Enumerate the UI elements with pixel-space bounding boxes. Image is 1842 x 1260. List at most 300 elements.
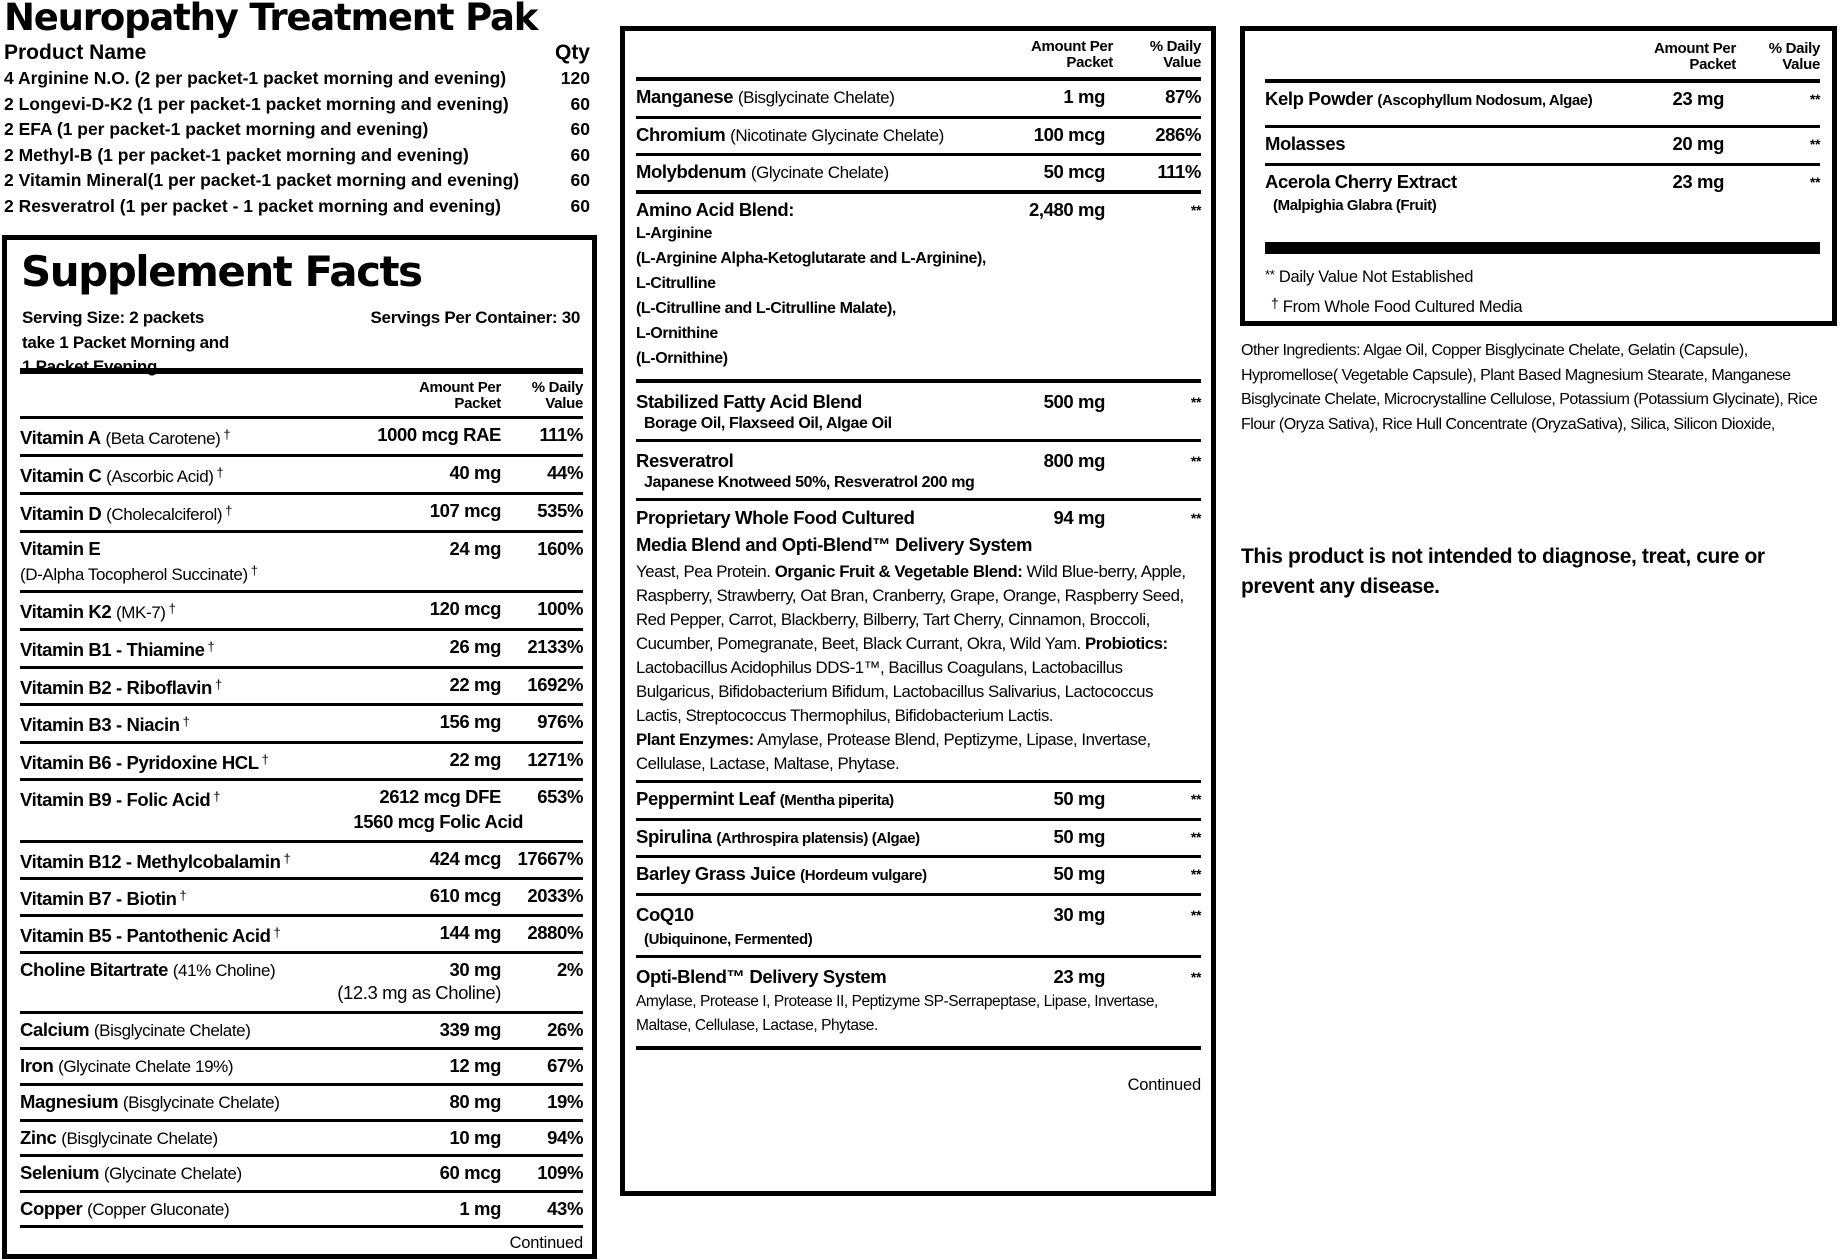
nutrient-name-cell — [636, 86, 995, 109]
daily-value: 43% — [547, 1198, 583, 1219]
proprietary-blend-header — [636, 507, 1201, 529]
nutrient-source: (MK-7) — [116, 603, 166, 622]
servings-per-container: Servings Per Container: 30 — [370, 308, 580, 327]
nutrient-line — [20, 1019, 583, 1042]
col-dv-header — [1139, 39, 1201, 71]
nutrient-name-cell — [20, 538, 351, 586]
nutrient-line — [20, 1198, 583, 1221]
nutrient-name: Vitamin E — [20, 538, 101, 559]
dagger-mark: † — [179, 888, 187, 903]
nutrient-source: (Bisglycinate Chelate) — [122, 1093, 280, 1112]
ingredient-source: (Hordeum vulgare) — [800, 867, 927, 884]
nutrient-line — [20, 424, 583, 450]
nutrient-line — [1265, 133, 1820, 155]
nutrient-name: Calcium — [20, 1019, 90, 1040]
blend-text: Yeast, Pea Protein. — [636, 562, 775, 581]
daily-value: 286% — [1155, 124, 1201, 145]
facts-table — [1265, 37, 1820, 320]
nutrient-name: Vitamin A — [20, 427, 101, 448]
pak-item-qty: 60 — [570, 119, 590, 140]
daily-value: 44% — [547, 462, 583, 483]
pak-list-header — [4, 40, 590, 66]
nutrient-name: Manganese — [636, 86, 734, 107]
optiblend-description: Amylase, Protease I, Protease II, Peptizyme SP-Serrapeptase, Lipase, Invertase, Maltase, Cellulase, Lactase, Phytase. — [636, 993, 1158, 1034]
daily-value: ** — [1190, 907, 1201, 923]
nutrient-name: Vitamin B5 - Pantothenic Acid — [20, 925, 271, 946]
daily-value: 111% — [1157, 161, 1201, 182]
nutrient-name-cell — [20, 922, 351, 947]
nutrient-name-cell — [20, 786, 351, 811]
daily-value: ** — [1190, 453, 1201, 469]
amount: 50 mg — [1053, 788, 1105, 809]
nutrient-name: Vitamin D — [20, 503, 102, 524]
amount-secondary-line — [20, 982, 583, 1004]
col-amount-line: Amount Per — [418, 379, 501, 396]
nutrient-row — [20, 1193, 583, 1228]
col-dv-line: % Daily — [1768, 40, 1820, 57]
col-amount-line: Amount Per — [1653, 40, 1736, 57]
nutrient-name: Magnesium — [20, 1091, 119, 1112]
nutrient-name-cell — [636, 124, 995, 147]
dagger-mark: † — [273, 925, 281, 940]
col-amount-line: Amount Per — [1030, 38, 1113, 55]
dagger-mark: † — [223, 427, 231, 442]
serving-size-line: 1 Packet Evening — [22, 357, 158, 376]
amino-acid-line: (L-Citrulline and L-Citrulline Malate), — [636, 300, 896, 317]
facts-table — [20, 368, 583, 1253]
amount: 40 mg — [449, 462, 501, 483]
daily-value: ** — [1190, 969, 1201, 985]
daily-value: 1271% — [527, 749, 583, 770]
dagger-mark: † — [225, 503, 233, 518]
amount: 12 mg — [449, 1055, 501, 1076]
supplement-facts-panel-3 — [1240, 26, 1837, 326]
nutrient-line — [636, 86, 1201, 109]
pak-item — [4, 143, 590, 169]
amount: 144 mg — [439, 922, 501, 943]
pak-item-name: 2 Longevi-D-K2 (1 per packet-1 packet morning and evening) — [4, 93, 509, 114]
col-dv-header — [515, 380, 583, 412]
nutrient-row — [20, 631, 583, 669]
mineral-rows — [20, 1014, 583, 1228]
nutrient-name: Selenium — [20, 1162, 100, 1183]
amount: 1 mg — [459, 1198, 501, 1219]
coq10-row — [636, 896, 1201, 958]
nutrient-name-cell — [20, 1198, 351, 1221]
amount: 60 mcg — [439, 1162, 501, 1183]
ingredient-source: (Ascophyllum Nodosum, Algae) — [1377, 92, 1593, 109]
nutrient-name-cell — [1265, 88, 1624, 112]
nutrient-name: Vitamin B2 - Riboflavin — [20, 677, 212, 698]
nutrient-name-cell — [20, 959, 351, 982]
blend-label-enzymes: Plant Enzymes: — [636, 730, 754, 749]
footnote-text: From Whole Food Cultured Media — [1282, 298, 1523, 316]
nutrient-name: Vitamin B6 - Pyridoxine HCL — [20, 752, 259, 773]
ingredient-source: (Malpighia Glabra (Fruit) — [1273, 197, 1437, 214]
amino-acid-line: L-Ornithine — [636, 325, 718, 342]
nutrient-source: (Bisglycinate Chelate) — [61, 1129, 218, 1148]
ingredient-row — [636, 783, 1201, 821]
vitamin-rows — [20, 419, 583, 1014]
continued-label: Continued — [509, 1234, 583, 1252]
nutrient-line — [20, 786, 583, 811]
nutrient-line — [20, 636, 583, 661]
daily-value: 111% — [539, 424, 583, 445]
nutrient-row — [20, 1122, 583, 1157]
daily-value: 17667% — [517, 848, 583, 869]
ingredient-row — [1265, 83, 1820, 128]
ingredient-row — [636, 858, 1201, 896]
amino-acid-line: (L-Arginine Alpha-Ketoglutarate and L-Arginine), — [636, 250, 986, 267]
column-header — [1265, 37, 1820, 83]
nutrient-source: (Glycinate Chelate) — [750, 163, 889, 182]
nutrient-name: Vitamin B9 - Folic Acid — [20, 789, 211, 810]
nutrient-name: Vitamin C — [20, 465, 102, 486]
facts-table — [636, 37, 1201, 1095]
nutrient-line — [636, 788, 1201, 812]
dagger-mark: † — [216, 465, 224, 480]
amount: 2612 mcg DFE — [379, 786, 501, 807]
amount: 30 mg — [1053, 904, 1105, 925]
supplement-facts-panel-2 — [620, 26, 1216, 1196]
pak-item — [4, 66, 590, 92]
nutrient-line — [636, 161, 1201, 184]
nutrient-row — [20, 744, 583, 781]
ingredient-cell — [636, 391, 995, 435]
nutrient-line — [20, 500, 583, 526]
dagger-mark: † — [261, 752, 269, 767]
amount: 23 mg — [1672, 171, 1724, 192]
nutrient-name: Iron — [20, 1055, 54, 1076]
supplement-facts-panel-1 — [2, 235, 597, 1259]
ingredient-source: (Arthrospira platensis) (Algae) — [716, 830, 920, 847]
nutrient-row — [20, 1014, 583, 1050]
daily-value: 2033% — [527, 885, 583, 906]
nutrient-row — [20, 457, 583, 495]
blend-text-fruit: Wild Blue-berry, Apple, Raspberry, Strawberry, Oat Bran, Cranberry, Grape, Orange, Raspberry Seed, Red Pepper, Carrot, Blackberry, Bilberry, Tart Cherry, Cinnamon, Broccoli, Cucumber, Pomegranate, Beet, Black Currant, Okra, Wild Yam. — [636, 562, 1186, 653]
nutrient-row — [20, 706, 583, 744]
nutrient-name: Choline Bitartrate — [20, 959, 169, 980]
amount: 80 mg — [449, 1091, 501, 1112]
nutrient-source: (Ascorbic Acid) — [106, 467, 214, 486]
amount-secondary: 1560 mcg Folic Acid — [353, 811, 523, 832]
nutrient-row — [20, 1086, 583, 1122]
amount: 23 mg — [1053, 966, 1105, 987]
column-header — [636, 37, 1201, 81]
nutrient-source: (Glycinate Chelate) — [103, 1164, 242, 1183]
nutrient-row — [20, 533, 583, 593]
pak-item-qty: 60 — [570, 93, 590, 114]
pak-item-qty: 60 — [570, 170, 590, 191]
nutrient-line — [1265, 171, 1820, 217]
col-amount-header — [419, 380, 501, 412]
footnote-whole-food — [1265, 290, 1820, 320]
col-amount-line: Packet — [1689, 56, 1736, 73]
nutrient-source: (Beta Carotene) — [105, 429, 221, 448]
ingredient-name: Stabilized Fatty Acid Blend — [636, 391, 862, 412]
dagger-mark: † — [250, 563, 258, 578]
amount: 500 mg — [1043, 391, 1105, 412]
nutrient-name-cell — [20, 1127, 351, 1150]
ingredient-source: (Mentha piperita) — [779, 792, 894, 809]
nutrient-line — [20, 1162, 583, 1185]
col-qty: Qty — [554, 41, 590, 64]
ingredient-name: Acerola Cherry Extract — [1265, 171, 1457, 192]
nutrient-row — [20, 593, 583, 631]
nutrient-line — [20, 711, 583, 736]
daily-value: 2% — [557, 959, 583, 980]
nutrient-row — [20, 495, 583, 533]
daily-value: ** — [1190, 394, 1201, 410]
amino-acid-line: (L-Ornithine) — [636, 350, 728, 367]
nutrient-name-cell — [20, 1162, 351, 1185]
daily-value: 87% — [1165, 86, 1201, 107]
ingredient-row — [1265, 128, 1820, 166]
nutrient-row — [20, 954, 583, 1014]
amino-acid-blend-row — [636, 194, 1201, 383]
herb-rows — [636, 783, 1201, 896]
nutrient-line — [636, 124, 1201, 147]
nutrient-line — [1265, 88, 1820, 112]
col-dv-line: % Daily — [1149, 38, 1201, 55]
nutrient-name-cell — [20, 424, 351, 450]
other-ingredients: Other Ingredients: Algae Oil, Copper Bisglycinate Chelate, Gelatin (Capsule), Hypromellose( Vegetable Capsule), Plant Based Magnesium Stearate, Manganese Bisglycinate Chelate, Microcrystalline Cellulose, Potassium (Potassium Glycinate), Rice Flour (Oryza Sativa), Rice Hull Concentrate (OryzaSativa), Silica, Silicon Dioxide, — [1241, 342, 1818, 433]
daily-value: ** — [1809, 91, 1820, 107]
daily-value: ** — [1190, 866, 1201, 882]
nutrient-row — [636, 119, 1201, 156]
optiblend-header — [636, 966, 1201, 988]
nutrient-name-cell — [20, 636, 351, 661]
nutrient-line — [20, 1127, 583, 1150]
daily-value: ** — [1809, 174, 1820, 190]
daily-value: 1692% — [527, 674, 583, 695]
nutrient-line — [20, 674, 583, 699]
nutrient-name-cell — [20, 885, 351, 910]
daily-value: 653% — [537, 786, 583, 807]
daily-value: 535% — [537, 500, 583, 521]
nutrient-source-line — [20, 560, 351, 586]
nutrient-source: (41% Choline) — [172, 961, 276, 980]
pak-item — [4, 92, 590, 118]
ingredient-name-line2: Media Blend and Opti-Blend™ Delivery System — [636, 534, 1033, 555]
amount: 26 mg — [449, 636, 501, 657]
nutrient-line — [20, 598, 583, 624]
ingredient-name: CoQ10 — [636, 904, 694, 925]
amount: 1000 mcg RAE — [377, 424, 501, 445]
daily-value: ** — [1190, 791, 1201, 807]
pak-item-name: 2 EFA (1 per packet-1 packet morning and evening) — [4, 119, 429, 140]
amount: 94 mg — [1053, 507, 1105, 528]
footnotes — [1265, 254, 1820, 320]
nutrient-name-cell — [20, 848, 351, 873]
amino-acid-line: L-Citrulline — [636, 275, 716, 292]
blend-text-enzymes: Amylase, Protease Blend, Peptizyme, Lipase, Invertase, Cellulase, Lactase, Maltase, Phytase. — [636, 730, 1151, 773]
amount: 22 mg — [449, 749, 501, 770]
footnote-mark: † — [1271, 295, 1279, 311]
col-amount-line: Packet — [1066, 54, 1113, 71]
nutrient-name-cell — [636, 863, 995, 887]
nutrient-row — [20, 880, 583, 917]
nutrient-row — [20, 781, 583, 843]
nutrient-line — [20, 848, 583, 873]
nutrient-line — [20, 462, 583, 488]
serving-size-line: Serving Size: 2 packets — [22, 308, 205, 327]
amount: 156 mg — [439, 711, 501, 732]
continued-label: Continued — [1127, 1076, 1201, 1094]
dagger-mark: † — [168, 601, 176, 616]
amount-secondary-line — [20, 811, 583, 833]
amino-acid-blend-cell — [636, 199, 995, 371]
nutrient-line — [20, 885, 583, 910]
nutrient-row — [20, 669, 583, 706]
nutrient-line — [636, 826, 1201, 850]
blend-label-probiotics: Probiotics: — [1084, 634, 1168, 653]
nutrient-row — [20, 843, 583, 880]
nutrient-name-cell — [20, 1019, 351, 1042]
fatty-acid-blend-row — [636, 383, 1201, 442]
nutrient-name: Vitamin B1 - Thiamine — [20, 639, 205, 660]
optiblend-row — [636, 958, 1201, 1050]
amount: 10 mg — [449, 1127, 501, 1148]
nutrient-line — [20, 922, 583, 947]
amount: 30 mg — [449, 959, 501, 980]
ingredient-sub: Japanese Knotweed 50%, Resveratrol 200 mg — [644, 474, 975, 491]
nutrient-name: Copper — [20, 1198, 83, 1219]
amount: 2,480 mg — [1029, 199, 1105, 220]
nutrient-name-cell — [20, 500, 351, 526]
blend-text-probiotics: Lactobacillus Acidophilus DDS-1™, Bacillus Coagulans, Lactobacillus Bulgaricus, Bifidobacterium Bifidum, Lactobacillus Salivarius, Lactococcus Lactis, Streptococcus Thermophilus, Bifidobacterium Lactis. — [636, 658, 1154, 725]
pak-item-name: 2 Resveratrol (1 per packet - 1 packet morning and evening) — [4, 195, 501, 216]
daily-value: 109% — [537, 1162, 583, 1183]
amount: 800 mg — [1043, 450, 1105, 471]
nutrient-name-cell — [20, 462, 351, 488]
footnote-dv-not-established — [1265, 262, 1820, 290]
nutrient-name-cell — [636, 788, 995, 812]
blend-label-fruit: Organic Fruit & Vegetable Blend: — [774, 562, 1023, 581]
nutrient-source: (D-Alpha Tocopherol Succinate) — [20, 565, 248, 584]
daily-value: 19% — [547, 1091, 583, 1112]
nutrient-name: Chromium — [636, 124, 726, 145]
column-header — [20, 374, 583, 419]
nutrient-name: Zinc — [20, 1127, 57, 1148]
col-dv-line: Value — [1163, 54, 1201, 71]
ingredient-cell — [636, 904, 995, 951]
thick-divider — [1265, 242, 1820, 254]
nutrient-name: Vitamin B3 - Niacin — [20, 714, 180, 735]
ingredient-sub: Borage Oil, Flaxseed Oil, Algae Oil — [644, 415, 892, 432]
amount-secondary: (12.3 mg as Choline) — [337, 982, 501, 1003]
footnote-text: Daily Value Not Established — [1278, 268, 1474, 286]
amount: 20 mg — [1672, 133, 1724, 154]
nutrient-row — [636, 81, 1201, 119]
disclaimer: This product is not intended to diagnose, treat, cure or prevent any disease. — [1241, 545, 1765, 598]
col-product-name: Product Name — [4, 41, 147, 64]
col-dv-line: Value — [1782, 56, 1820, 73]
proprietary-blend-row — [636, 501, 1201, 783]
nutrient-line — [20, 538, 583, 586]
pak-item-qty: 60 — [570, 144, 590, 165]
proprietary-blend-description — [636, 560, 1201, 776]
nutrient-source: (Bisglycinate Chelate) — [93, 1021, 251, 1040]
serving-size-line: take 1 Packet Morning and — [22, 332, 229, 352]
nutrient-source-line — [1265, 193, 1624, 217]
nutrient-row — [20, 1157, 583, 1193]
nutrient-source: (Bisglycinate Chelate) — [737, 88, 895, 107]
nutrient-line — [20, 1055, 583, 1078]
amount: 22 mg — [449, 674, 501, 695]
amount: 120 mcg — [429, 598, 501, 619]
panel3-rows — [1265, 83, 1820, 242]
daily-value: 100% — [537, 598, 583, 619]
col-amount-header — [1654, 41, 1736, 73]
pak-product-list — [4, 40, 590, 219]
footnote-mark: ** — [1265, 267, 1275, 282]
nutrient-name-cell — [20, 1091, 351, 1114]
amount: 107 mcg — [429, 500, 501, 521]
amino-acid-blend-name: Amino Acid Blend: — [636, 199, 794, 220]
ingredient-cell — [636, 450, 995, 494]
col-dv-line: % Daily — [531, 379, 583, 396]
daily-value: ** — [1190, 829, 1201, 845]
nutrient-row — [20, 419, 583, 457]
pak-item — [4, 168, 590, 194]
daily-value: 2133% — [527, 636, 583, 657]
ingredient-name: Barley Grass Juice — [636, 863, 796, 884]
amount: 1 mg — [1063, 86, 1105, 107]
nutrient-row — [636, 156, 1201, 194]
amino-acid-lines — [636, 221, 995, 371]
daily-value: 26% — [547, 1019, 583, 1040]
ingredient-name: Spirulina — [636, 826, 712, 847]
nutrient-name: Vitamin B7 - Biotin — [20, 888, 177, 909]
ingredient-name: Resveratrol — [636, 450, 734, 471]
dagger-mark: † — [182, 714, 190, 729]
pak-item-name: 2 Methyl-B (1 per packet-1 packet morning and evening) — [4, 144, 469, 165]
daily-value: ** — [1190, 202, 1201, 218]
ingredient-name: Kelp Powder — [1265, 88, 1373, 109]
nutrient-name-cell — [1265, 171, 1624, 217]
dagger-mark: † — [283, 851, 291, 866]
daily-value: 160% — [537, 538, 583, 559]
nutrient-name: Vitamin K2 — [20, 601, 112, 622]
ingredient-row — [1265, 166, 1820, 242]
amount: 50 mg — [1053, 863, 1105, 884]
ingredient-name: Molasses — [1265, 133, 1346, 154]
pak-item-name: 2 Vitamin Mineral(1 per packet-1 packet morning and evening) — [4, 170, 520, 191]
amount: 50 mcg — [1043, 161, 1105, 182]
ingredient-name: Opti-Blend™ Delivery System — [636, 966, 887, 987]
pak-rows — [4, 66, 590, 219]
panel2-mineral-rows — [636, 81, 1201, 194]
dagger-mark: † — [213, 789, 221, 804]
amount: 339 mg — [439, 1019, 501, 1040]
nutrient-source: (Nicotinate Glycinate Chelate) — [730, 126, 944, 145]
pak-item-qty: 60 — [570, 195, 590, 216]
nutrient-name-cell — [20, 711, 351, 736]
daily-value: ** — [1190, 510, 1201, 526]
amount: 100 mcg — [1033, 124, 1105, 145]
nutrient-line — [636, 863, 1201, 887]
amount: 424 mcg — [429, 848, 501, 869]
daily-value: 67% — [547, 1055, 583, 1076]
amount: 50 mg — [1053, 826, 1105, 847]
ingredient-name: Proprietary Whole Food Cultured — [636, 507, 915, 528]
ingredient-sub: (Ubiquinone, Fermented) — [644, 931, 813, 948]
daily-value: ** — [1809, 136, 1820, 152]
pak-item — [4, 194, 590, 220]
nutrient-name-cell — [20, 674, 351, 699]
col-amount-header — [1031, 39, 1113, 71]
